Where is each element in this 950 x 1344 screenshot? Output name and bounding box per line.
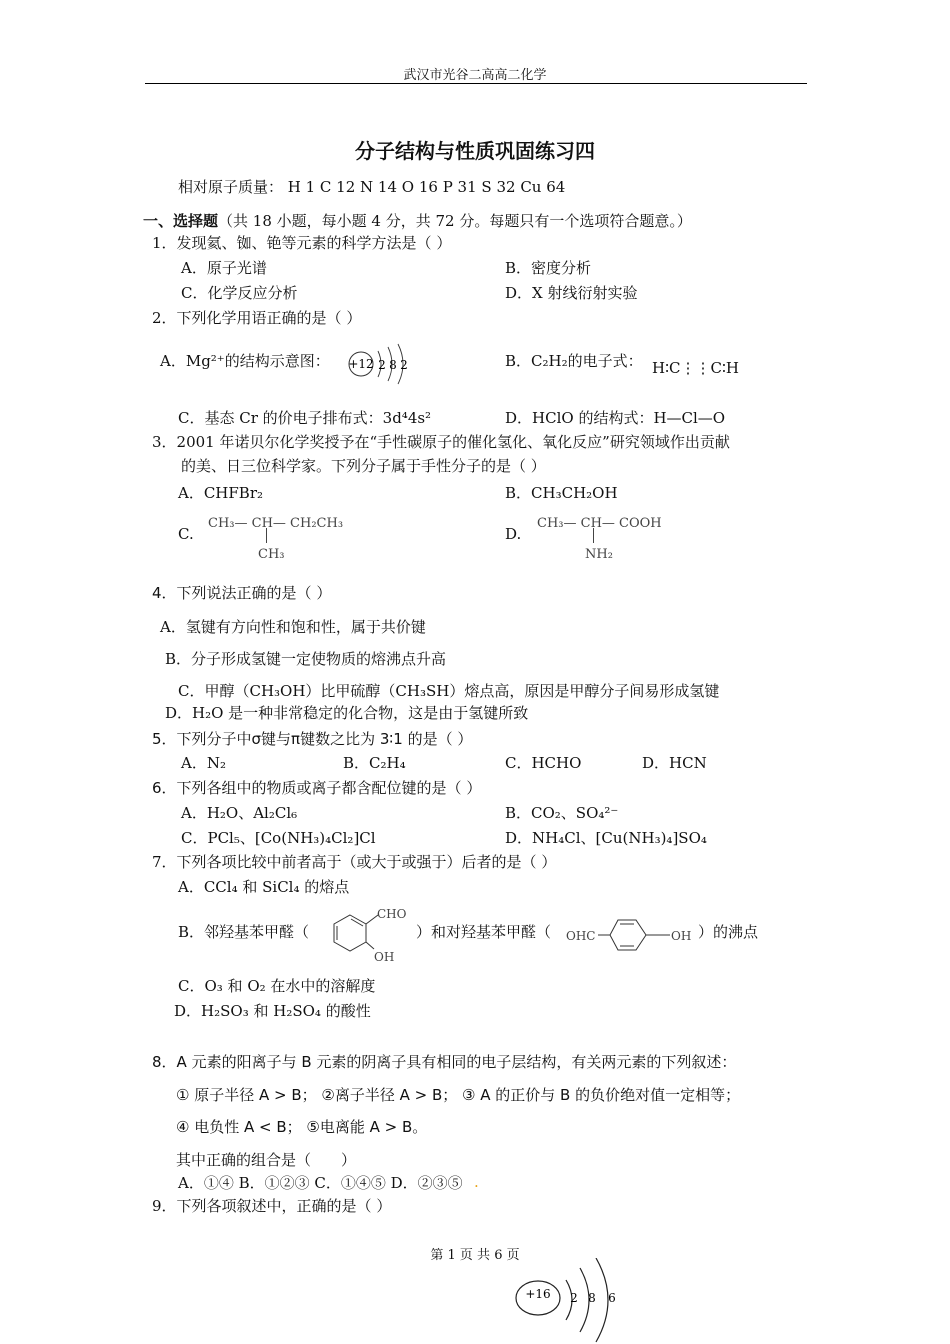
q7-option-b-part2: ）和对羟基苯甲醛（ bbox=[416, 923, 552, 941]
q5-option-c: C．HCHO bbox=[505, 754, 582, 772]
q2-stem: 2．下列化学用语正确的是（ ） bbox=[152, 309, 362, 327]
q1-option-d: D．X 射线衍射实验 bbox=[505, 284, 638, 302]
q8-stem: 8．A 元素的阳离子与 B 元素的阴离子具有相同的电子层结构，有关两元素的下列叙述： bbox=[152, 1053, 737, 1071]
q6-stem: 6．下列各组中的物质或离子都含配位键的是（ ） bbox=[152, 779, 482, 797]
q8-statement-line2: ④ 电负性 A < B； ⑤电离能 A > B。 bbox=[176, 1118, 428, 1136]
q8-statement-line1: ① 原子半径 A > B； ②离子半径 A > B； ③ A 的正价与 B 的负价绝对值一定相等； bbox=[176, 1086, 741, 1104]
page-footer: 第 1 页 共 6 页 bbox=[430, 1248, 520, 1263]
q7-option-a: A．CCl₄ 和 SiCl₄ 的熔点 bbox=[178, 878, 350, 896]
q3-option-c-bond bbox=[266, 528, 267, 543]
q1-option-b: B．密度分析 bbox=[505, 259, 592, 277]
mg-shell-3: 2 bbox=[400, 358, 408, 372]
q2-option-b: B．C₂H₂的电子式： bbox=[505, 352, 643, 370]
orange-mark: . bbox=[474, 1173, 479, 1191]
q4-stem: 4．下列说法正确的是（ ） bbox=[152, 584, 332, 602]
para-ohc-label: OHC bbox=[566, 929, 596, 943]
q1-option-a: A．原子光谱 bbox=[181, 259, 267, 277]
s-atom-structure-diagram bbox=[512, 1258, 632, 1344]
s-nucleus-label: +16 bbox=[525, 1287, 551, 1301]
q6-option-b: B．CO₂、SO₄²⁻ bbox=[505, 804, 619, 822]
mg-shell-2: 8 bbox=[389, 358, 397, 372]
mg-nucleus-label: +12 bbox=[348, 357, 374, 371]
para-hydroxybenzaldehyde-structure bbox=[566, 914, 696, 954]
q3-option-b: B．CH₃CH₂OH bbox=[505, 484, 618, 502]
q4-option-c: C．甲醇（CH₃OH）比甲硫醇（CH₃SH）熔点高，原因是甲醇分子间易形成氢键 bbox=[178, 682, 720, 700]
q1-option-c: C．化学反应分析 bbox=[181, 284, 298, 302]
q4-option-d: D．H₂O 是一种非常稳定的化合物，这是由于氢键所致 bbox=[165, 704, 529, 722]
para-oh-label: OH bbox=[671, 929, 692, 943]
q5-option-b: B．C₂H₄ bbox=[343, 754, 406, 772]
q3-option-c-branch: CH₃ bbox=[258, 547, 285, 562]
q3-option-d-branch: NH₂ bbox=[585, 547, 613, 562]
q2-option-d: D．HClO 的结构式：H—Cl—O bbox=[505, 409, 726, 427]
ortho-hydroxybenzaldehyde-structure bbox=[322, 903, 412, 965]
q3-option-c-label: C. bbox=[178, 525, 194, 543]
q9-stem: 9．下列各项叙述中，正确的是（ ） bbox=[152, 1197, 392, 1215]
atomic-masses: 相对原子质量： H 1 C 12 N 14 O 16 P 31 S 32 Cu 64 bbox=[178, 178, 566, 196]
q8-options: A．①④ B．①②③ C．①④⑤ D．②③⑤ bbox=[178, 1174, 463, 1192]
q6-option-a: A．H₂O、Al₂Cl₆ bbox=[181, 804, 298, 822]
q5-option-d: D．HCN bbox=[642, 754, 707, 772]
q4-option-a: A．氢键有方向性和饱和性，属于共价键 bbox=[160, 618, 426, 636]
q7-option-b-part3: ）的沸点 bbox=[698, 923, 759, 941]
ortho-oh-label: OH bbox=[374, 950, 395, 964]
q6-option-d: D．NH₄Cl、[Cu(NH₃)₄]SO₄ bbox=[505, 829, 707, 847]
page-title: 分子结构与性质巩固练习四 bbox=[355, 139, 595, 163]
s-shell-2: 8 bbox=[588, 1291, 596, 1305]
s-shell-3: 6 bbox=[608, 1291, 616, 1305]
q8-statement-line3: 其中正确的组合是（ ） bbox=[176, 1151, 357, 1169]
q1-stem: 1．发现氦、铷、铯等元素的科学方法是（ ） bbox=[152, 234, 452, 252]
q6-option-c: C．PCl₅、[Co(NH₃)₄Cl₂]Cl bbox=[181, 829, 376, 847]
q3-option-d-bond bbox=[593, 528, 594, 543]
section-label: 一、选择题 bbox=[143, 212, 219, 230]
q2-option-a: A．Mg²⁺的结构示意图： bbox=[160, 352, 330, 370]
page-header: 武汉市光谷二高高二化学 bbox=[403, 68, 547, 83]
section-heading bbox=[143, 211, 692, 231]
q2-option-c: C．基态 Cr 的价电子排布式：3d⁴4s² bbox=[178, 409, 432, 427]
q5-option-a: A．N₂ bbox=[181, 754, 226, 772]
q3-option-d-label: D. bbox=[505, 525, 522, 543]
q5-stem: 5．下列分子中σ键与π键数之比为 3∶1 的是（ ） bbox=[152, 730, 473, 748]
q4-option-b: B．分子形成氢键一定使物质的熔沸点升高 bbox=[165, 650, 447, 668]
q3-stem-line2: 的美、日三位科学家。下列分子属于手性分子的是（ ） bbox=[181, 457, 546, 475]
q7-stem: 7．下列各项比较中前者高于（或大于或强于）后者的是（ ） bbox=[152, 853, 557, 871]
ortho-cho-label: CHO bbox=[377, 907, 407, 921]
q7-option-d: D．H₂SO₃ 和 H₂SO₄ 的酸性 bbox=[174, 1002, 371, 1020]
header-rule bbox=[145, 83, 807, 84]
q7-option-c: C．O₃ 和 O₂ 在水中的溶解度 bbox=[178, 977, 376, 995]
mg-ion-structure-diagram bbox=[344, 341, 414, 387]
q3-stem-line1: 3．2001 年诺贝尔化学奖授予在“手性碳原子的催化氢化、氧化反应”研究领域作出贡献 bbox=[152, 433, 730, 451]
mg-shell-1: 2 bbox=[378, 358, 386, 372]
c2h2-electron-formula: H∶C⋮⋮C∶H bbox=[652, 359, 739, 377]
q7-option-b-part1: B．邻羟基苯甲醛（ bbox=[178, 923, 310, 941]
s-shell-1: 2 bbox=[570, 1291, 578, 1305]
section-note: （共 18 小题，每小题 4 分，共 72 分。每题只有一个选项符合题意。） bbox=[218, 212, 692, 230]
q3-option-d-main-chain: CH₃— CH— COOH bbox=[537, 516, 662, 531]
q3-option-a: A．CHFBr₂ bbox=[178, 484, 264, 502]
q3-option-c-main-chain: CH₃— CH— CH₂CH₃ bbox=[208, 516, 344, 531]
